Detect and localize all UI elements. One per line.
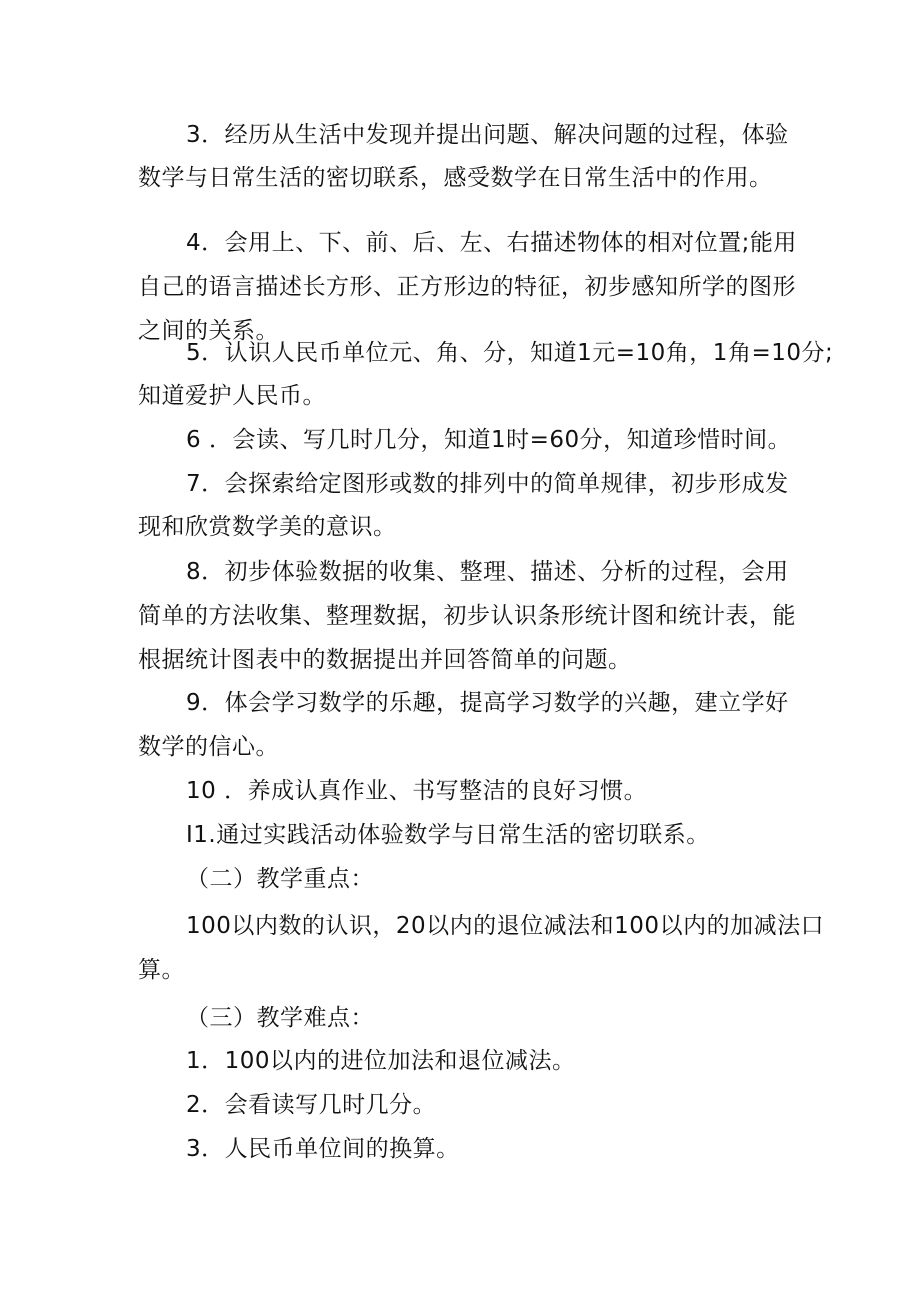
text-line: 10 ．养成认真作业、书写整洁的良好习惯。 <box>186 778 648 804</box>
text-line: 2．会看读写几时几分。 <box>186 1092 437 1118</box>
text-line: 数学的信心。 <box>138 734 279 760</box>
text-line: I1.通过实践活动体验数学与日常生活的密切联系。 <box>186 822 710 848</box>
section-heading: （三）教学难点： <box>186 1005 374 1031</box>
text-line: 数学与日常生活的密切联系，感受数学在日常生活中的作用。 <box>138 165 773 191</box>
text-line: 7．会探索给定图形或数的排列中的简单规律，初步形成发 <box>186 471 789 497</box>
text-line: 之间的关系。 <box>138 318 279 344</box>
text-line: 9．体会学习数学的乐趣，提高学习数学的兴趣，建立学好 <box>186 690 789 716</box>
text-line: 6 ．会读、写几时几分，知道1时=60分，知道珍惜时间。 <box>186 427 792 453</box>
text-line: 算。 <box>138 957 185 983</box>
text-line: 1．100以内的进位加法和退位减法。 <box>186 1048 576 1074</box>
text-line: 3．人民币单位间的换算。 <box>186 1136 460 1162</box>
text-line: 5．认识人民币单位元、角、分，知道1元=10角，1角=10分; <box>186 340 834 366</box>
text-line: 现和欣赏数学美的意识。 <box>138 514 397 540</box>
text-line: 简单的方法收集、整理数据，初步认识条形统计图和统计表，能 <box>138 603 796 629</box>
text-line: 4．会用上、下、前、后、左、右描述物体的相对位置;能用 <box>186 230 797 256</box>
text-line: 100以内数的认识，20以内的退位减法和100以内的加减法口 <box>186 913 825 939</box>
text-line: 8．初步体验数据的收集、整理、描述、分析的过程，会用 <box>186 559 789 585</box>
text-line: 自己的语言描述长方形、正方形边的特征，初步感知所学的图形 <box>138 274 796 300</box>
section-heading: （二）教学重点： <box>186 866 374 892</box>
text-line: 3．经历从生活中发现并提出问题、解决问题的过程，体验 <box>186 122 789 148</box>
text-line: 根据统计图表中的数据提出并回答简单的问题。 <box>138 647 632 673</box>
text-line: 知道爱护人民币。 <box>138 383 326 409</box>
